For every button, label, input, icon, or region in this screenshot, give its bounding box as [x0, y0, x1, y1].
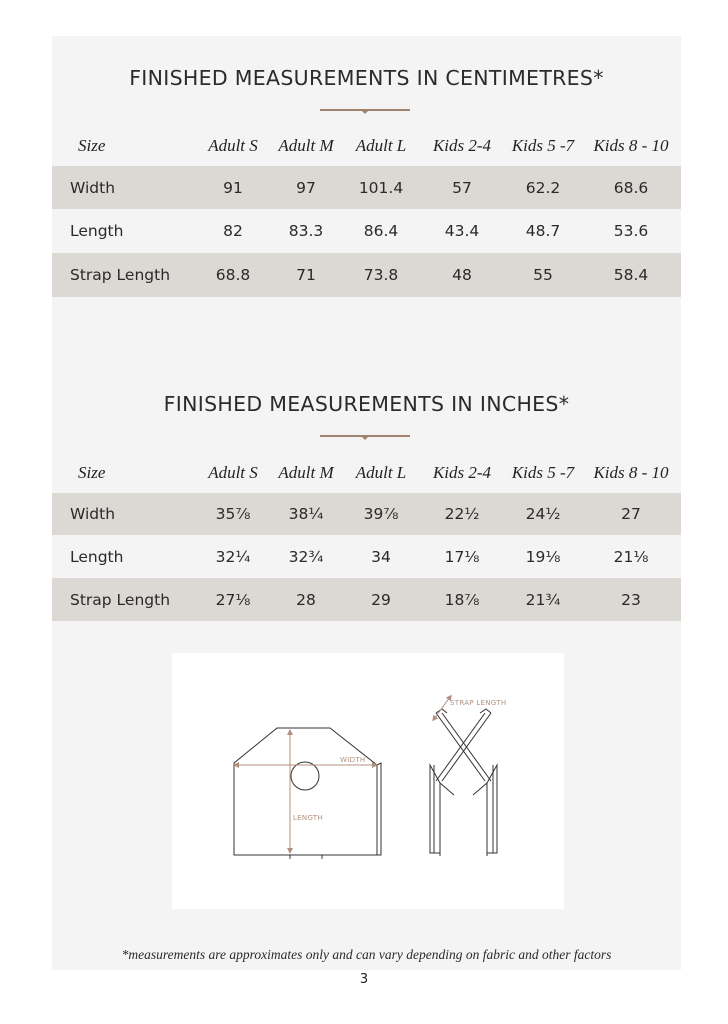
cell: 68.6	[581, 166, 681, 209]
cell: 55	[505, 253, 581, 297]
table-row	[52, 578, 681, 621]
table-row	[52, 493, 681, 535]
cell: 27⅛	[197, 578, 269, 621]
cell: 62.2	[505, 166, 581, 209]
header-kids-8-10: Kids 8 - 10	[593, 463, 669, 482]
page-panel	[52, 36, 681, 970]
table-row	[52, 535, 681, 578]
inch-title-divider	[320, 431, 410, 441]
row-label: Length	[70, 222, 124, 240]
cell: 28	[269, 578, 343, 621]
cell: 68.8	[197, 253, 269, 297]
cell: 21⅛	[613, 547, 649, 566]
inch-section-title: FINISHED MEASUREMENTS IN INCHES*	[163, 392, 570, 416]
page-number: 3	[359, 972, 369, 987]
cm-section-title: FINISHED MEASUREMENTS IN CENTIMETRES*	[129, 66, 604, 90]
cell: 43.4	[444, 222, 480, 240]
cell: 53.6	[613, 222, 649, 240]
cell: 48.7	[525, 222, 561, 240]
cell: 17⅛	[444, 547, 480, 566]
cell: 24½	[505, 493, 581, 535]
cell: 38¼	[269, 493, 343, 535]
apron-back-outline	[430, 709, 497, 856]
cell: 48	[419, 253, 505, 297]
cell: 97	[269, 166, 343, 209]
measurement-footnote: *measurements are approximates only and can vary depending on fabric and other factors	[121, 947, 612, 962]
row-label: Strap Length	[52, 253, 197, 297]
cell: 83.3	[288, 222, 324, 240]
cell: 86.4	[363, 222, 399, 240]
header-kids-5-7: Kids 5 -7	[511, 136, 575, 155]
cell: 29	[343, 578, 419, 621]
inch-measurements-table	[52, 453, 681, 621]
header-adult-m: Adult M	[278, 463, 334, 482]
cell: 19⅛	[525, 547, 561, 566]
cell: 34	[371, 547, 391, 566]
row-label: Width	[52, 493, 197, 535]
cm-measurements-table	[52, 126, 681, 297]
cell: 39⅞	[343, 493, 419, 535]
header-adult-s: Adult S	[208, 463, 258, 482]
cell: 32¾	[288, 547, 324, 566]
cm-title-divider	[320, 105, 410, 115]
header-kids-2-4: Kids 2-4	[432, 136, 492, 155]
header-size: Size	[78, 136, 106, 155]
cell: 82	[223, 222, 243, 240]
strap-length-arrow	[434, 697, 450, 719]
cell: 101.4	[343, 166, 419, 209]
row-label: Length	[70, 547, 124, 566]
header-adult-l: Adult L	[355, 463, 407, 482]
row-label: Strap Length	[52, 578, 197, 621]
strap-length-label: STRAP LENGTH	[450, 699, 507, 707]
cell: 91	[197, 166, 269, 209]
cell: 73.8	[343, 253, 419, 297]
apron-front-outline	[234, 728, 381, 859]
header-adult-m: Adult M	[278, 136, 334, 155]
table-row	[52, 209, 681, 253]
row-label: Width	[52, 166, 197, 209]
table-row	[52, 253, 681, 297]
cell: 22½	[419, 493, 505, 535]
header-size: Size	[78, 463, 106, 482]
header-adult-s: Adult S	[208, 136, 258, 155]
garment-diagram-svg	[172, 653, 564, 909]
table-header-row	[52, 126, 681, 166]
cell: 27	[581, 493, 681, 535]
header-kids-5-7: Kids 5 -7	[511, 463, 575, 482]
table-row	[52, 166, 681, 209]
cell: 32¼	[215, 547, 251, 566]
cell: 71	[269, 253, 343, 297]
cell: 18⅞	[419, 578, 505, 621]
cell: 23	[581, 578, 681, 621]
cell: 35⅞	[197, 493, 269, 535]
width-label: WIDTH	[340, 756, 366, 764]
cell: 57	[419, 166, 505, 209]
header-kids-2-4: Kids 2-4	[432, 463, 492, 482]
cell: 58.4	[581, 253, 681, 297]
header-kids-8-10: Kids 8 - 10	[593, 136, 669, 155]
garment-diagram	[172, 653, 564, 909]
length-label: LENGTH	[293, 814, 324, 822]
cell: 21¾	[505, 578, 581, 621]
pocket-circle	[291, 762, 319, 790]
header-adult-l: Adult L	[355, 136, 407, 155]
table-header-row	[52, 453, 681, 493]
